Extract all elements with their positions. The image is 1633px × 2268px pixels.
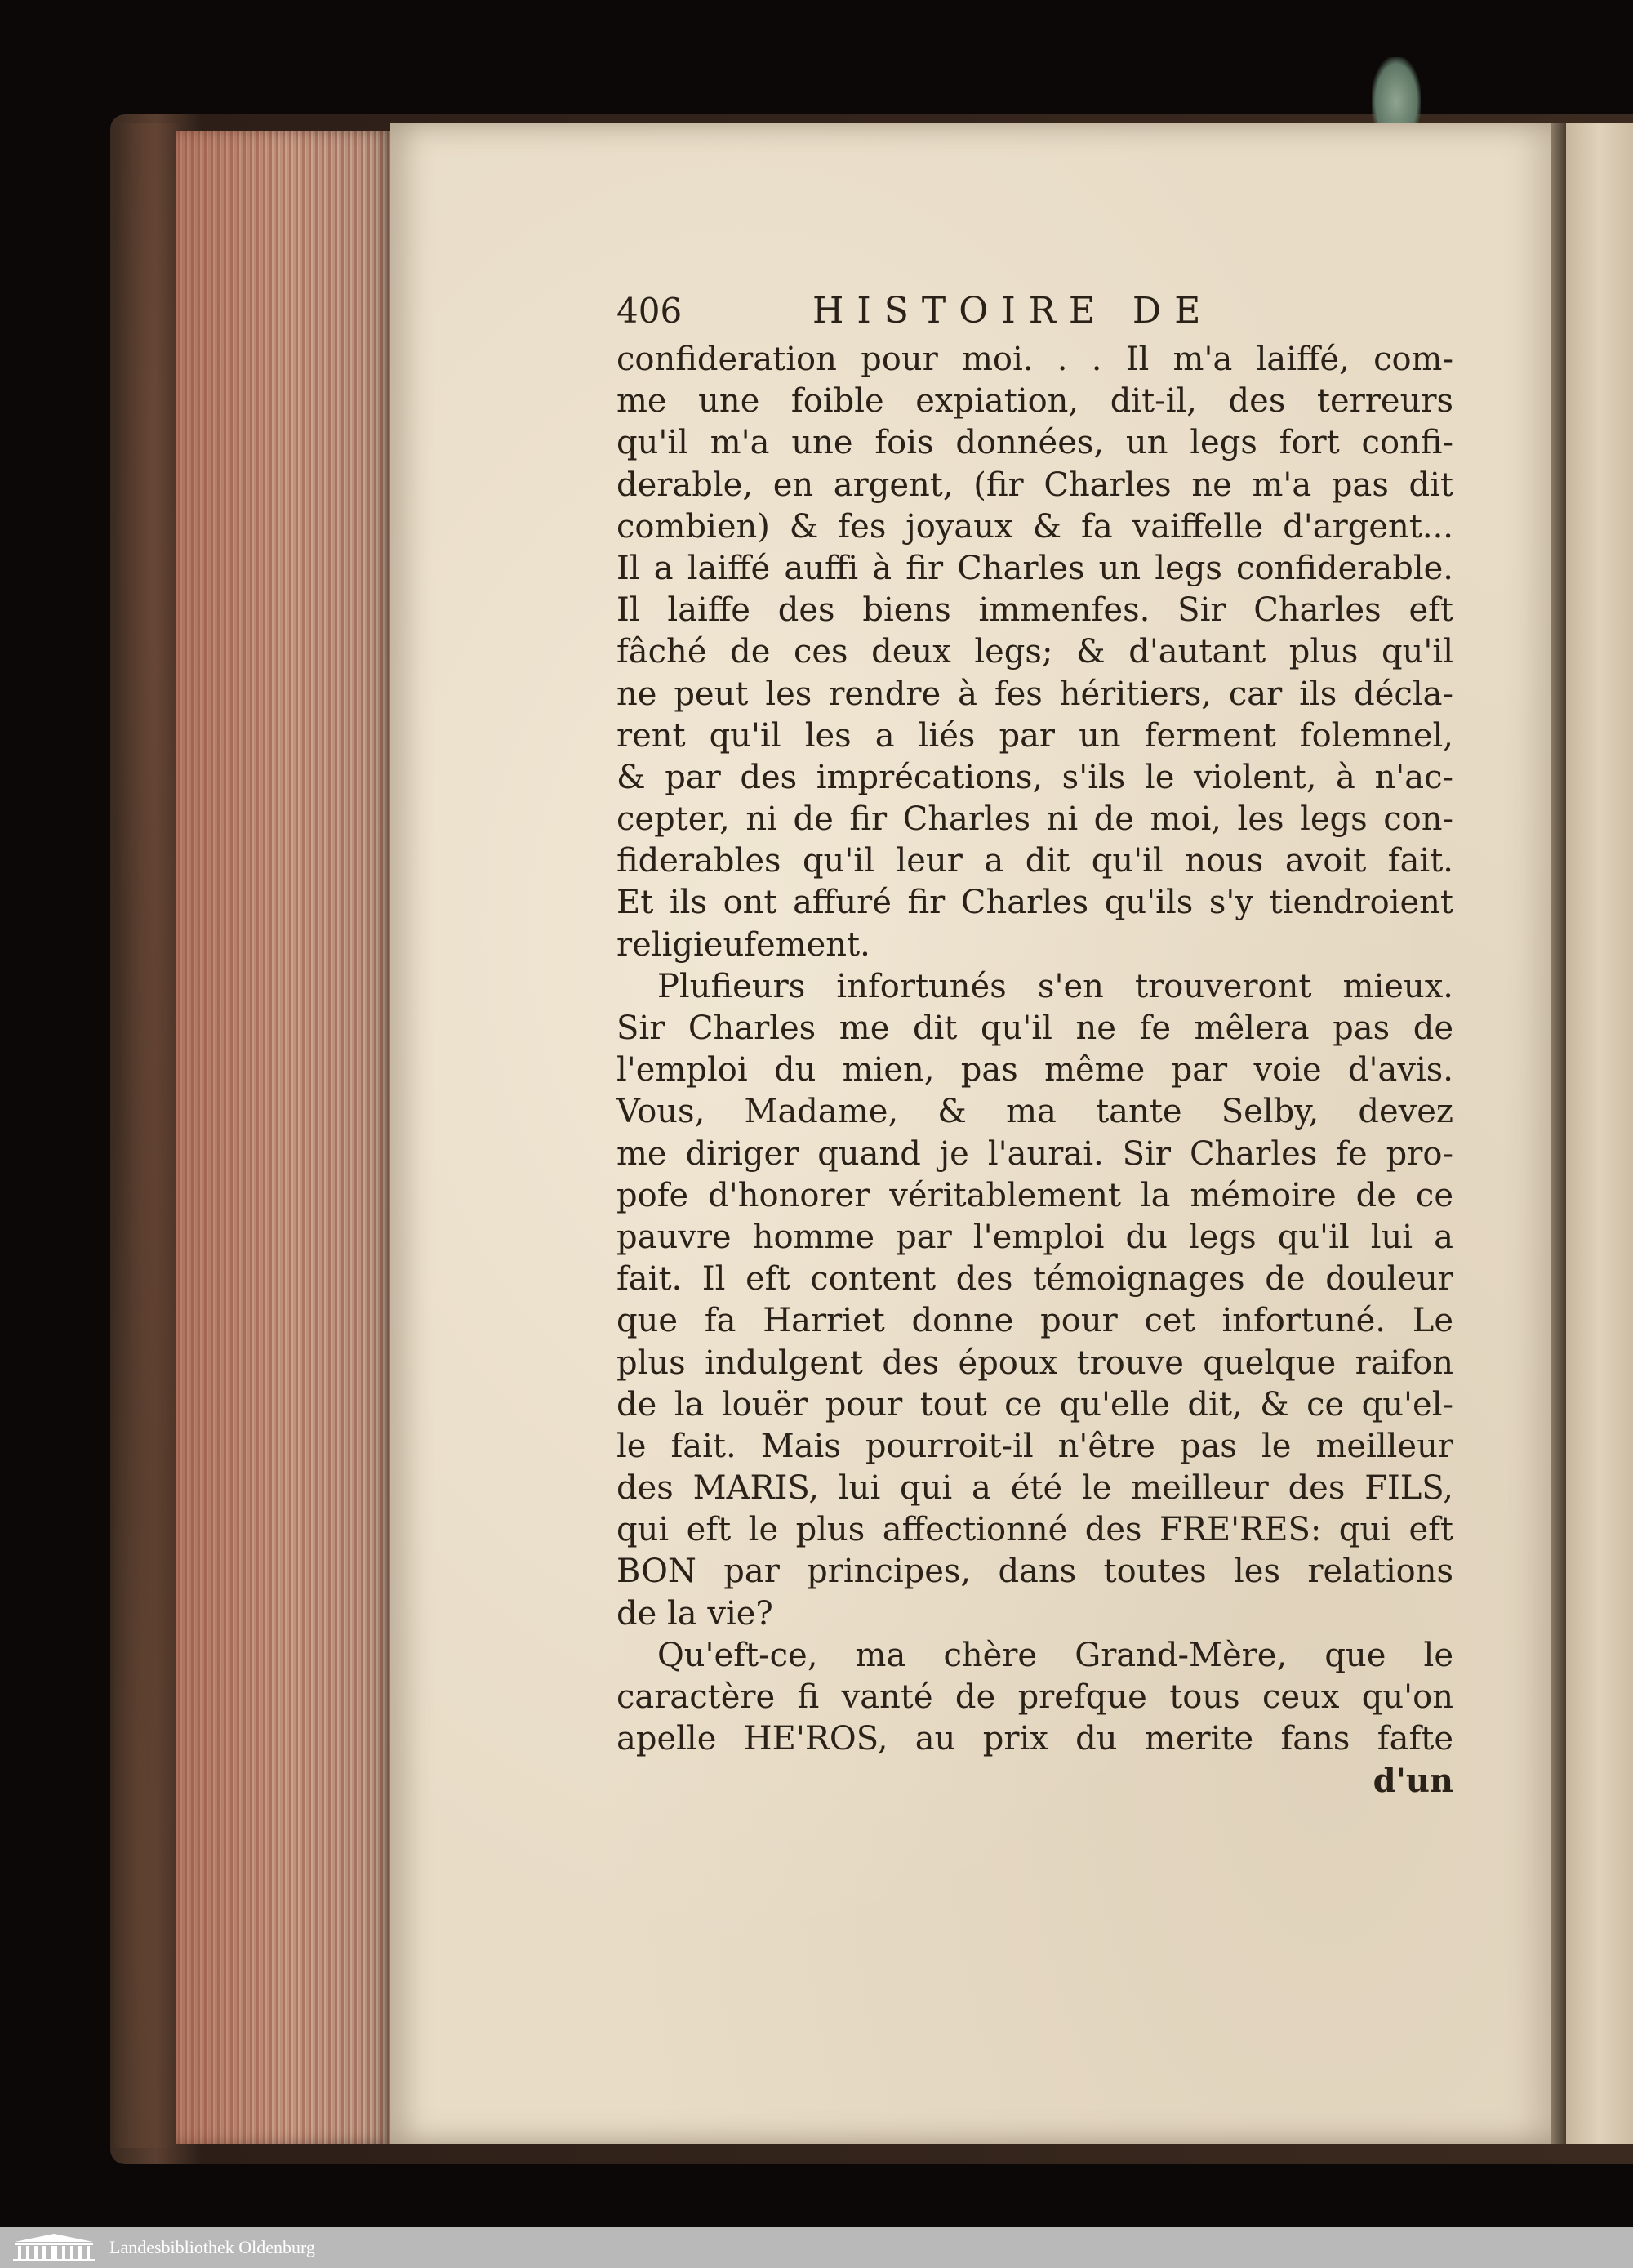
bookmark-ribbon [1372, 57, 1421, 131]
text-line: des MARIS, lui qui a été le meilleur des FILS, [616, 1469, 1453, 1508]
text-line: Plufieurs infortunés s'en trouveront mieux. [657, 967, 1453, 1005]
text-line: plus indulgent des époux trouve quelque raifon [616, 1343, 1453, 1382]
footer-bar [0, 2227, 1633, 2268]
page-edges [176, 131, 392, 2144]
running-title: HISTOIRE DE [812, 290, 1214, 332]
text-line: fiderables qu'il leur a dit qu'il nous avoit fait. [616, 842, 1453, 880]
catchword: d'un [1373, 1762, 1453, 1801]
text-line: derable, en argent, (fir Charles ne m'a pas dit [616, 466, 1453, 504]
text-line: confideration pour moi. . . Il m'a laiffé, com- [616, 341, 1453, 378]
text-line: Il a laiffé auffi à fir Charles un legs confiderable. [616, 549, 1453, 587]
text-line: apelle HE'ROS, au prix du merite fans fafte [616, 1720, 1453, 1758]
text-line: de la louër pour tout ce qu'elle dit, & ce qu'el- [616, 1385, 1453, 1424]
text-line: caractère fi vanté de prefque tous ceux qu'on [616, 1678, 1453, 1716]
text-line: BON par principes, dans toutes les relations [616, 1553, 1453, 1591]
text-line: le fait. Mais pourroit-il n'être pas le meilleur [616, 1427, 1453, 1465]
text-line: Il laiffe des biens immenfes. Sir Charles eft [616, 591, 1453, 630]
text-line: fâché de ces deux legs; & d'autant plus qu'il [616, 633, 1453, 671]
text-line: ne peut les rendre à fes héritiers, car ils décla- [616, 675, 1453, 713]
text-line: Qu'eft-ce, ma chère Grand-Mère, que le [657, 1636, 1453, 1674]
text-line: religieufement. [616, 925, 870, 964]
text-line: cepter, ni de fir Charles ni de moi, les legs con- [616, 800, 1453, 839]
text-line: & par des imprécations, s'ils le violent, à n'ac- [616, 758, 1453, 796]
text-line: me une foible expiation, dit-il, des terreurs [616, 382, 1453, 421]
text-line: rent qu'il les a liés par un ferment folemnel, [616, 716, 1453, 755]
text-line: pauvre homme par l'emploi du legs qu'il lui a [616, 1218, 1453, 1256]
text-line: fait. Il eft content des témoignages de douleur [616, 1260, 1453, 1299]
body-text [616, 339, 1453, 1760]
text-line: pofe d'honorer véritablement la mémoire de ce [616, 1176, 1453, 1214]
facing-page-edge [1566, 123, 1633, 2144]
running-head [616, 290, 1453, 339]
text-line: l'emploi du mien, pas même par voie d'avis. [616, 1051, 1453, 1089]
text-line: que fa Harriet donne pour cet infortuné. Le [616, 1302, 1453, 1340]
text-line: Vous, Madame, & ma tante Selby, devez [616, 1093, 1453, 1131]
page-number: 406 [616, 291, 683, 331]
text-line: Et ils ont affuré fir Charles qu'ils s'y tiendroient [616, 884, 1453, 922]
text-line: Sir Charles me dit qu'il ne fe mêlera pas de [616, 1009, 1453, 1047]
text-line: qui eft le plus affectionné des FRE'RES: qui eft [616, 1511, 1453, 1549]
text-line: me diriger quand je l'aurai. Sir Charles fe pro- [616, 1134, 1453, 1173]
text-line: de la vie? [616, 1594, 773, 1633]
text-line: qu'il m'a une fois données, un legs fort confi- [616, 424, 1453, 462]
library-name: Landesbibliothek Oldenburg [109, 2237, 315, 2257]
text-line: combien) & fes joyaux & fa vaiffelle d'argent... [616, 507, 1453, 546]
library-building-icon [10, 2232, 98, 2263]
page-text-block [616, 290, 1453, 1802]
